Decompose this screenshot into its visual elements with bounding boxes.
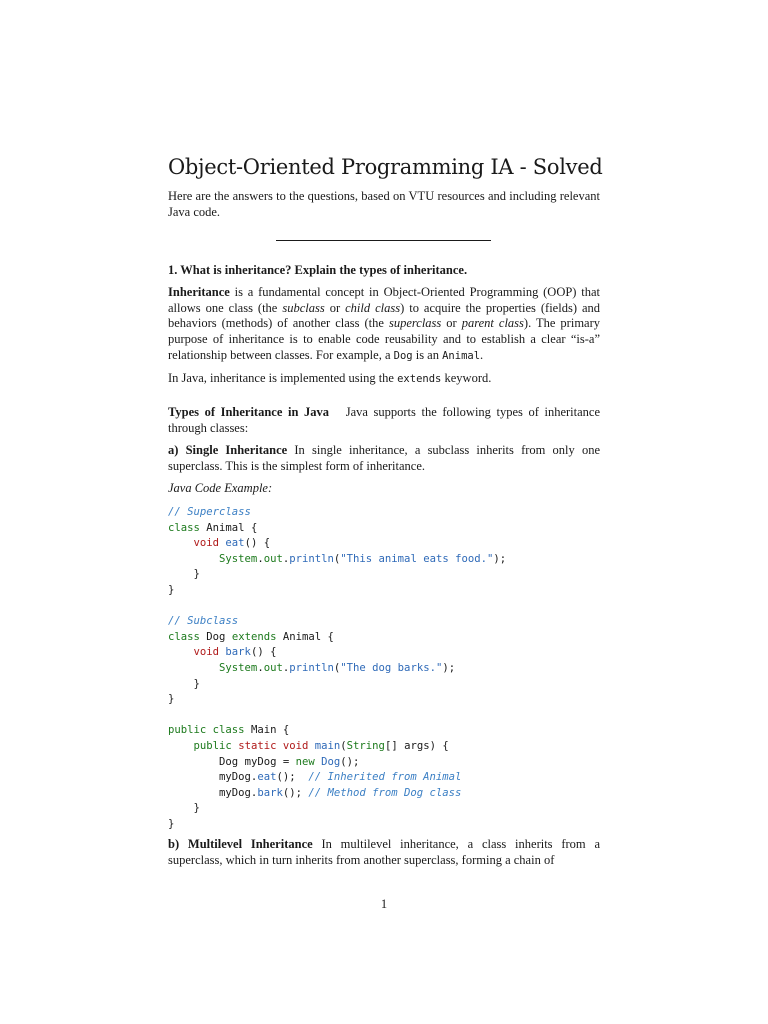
- code-type: String: [346, 739, 385, 752]
- code-method-name: eat: [257, 771, 277, 784]
- superclass-term: superclass: [388, 316, 442, 331]
- def-text-1: is a fundamental concept in Object-Oriented Programming (OOP) that allows one class (the: [168, 285, 600, 315]
- code-comment: // Inherited from Animal: [308, 771, 462, 784]
- code-type: void: [282, 739, 309, 752]
- java-code-example-label: [168, 481, 600, 497]
- code-keyword: class: [168, 630, 200, 643]
- inheritance-definition-paragraph: [168, 285, 600, 365]
- single-inheritance-label: a) Single Inheritance: [168, 443, 288, 457]
- child-class-term: child class: [345, 300, 401, 315]
- code-string: "The dog barks.": [340, 661, 443, 674]
- types-heading: Types of Inheritance in Java: [168, 405, 329, 419]
- multilevel-inheritance-paragraph: [168, 837, 600, 868]
- code-comment: // Superclass: [168, 506, 251, 518]
- code-method-name: bark: [257, 786, 283, 799]
- animal-inline-code: Animal: [442, 349, 481, 362]
- def-text-7: .: [480, 347, 484, 362]
- code-keyword: new: [295, 755, 315, 768]
- code-class-name: Animal: [206, 521, 245, 534]
- types-paragraph: [168, 405, 600, 436]
- code-keyword: public: [168, 724, 207, 737]
- code-class-name: Dog: [321, 755, 341, 768]
- code-class-name: Main: [250, 724, 277, 737]
- code-system: System: [219, 552, 258, 565]
- code-variable: myDog: [244, 755, 277, 768]
- def-text-4: or: [441, 316, 462, 331]
- code-keyword: static: [238, 739, 277, 752]
- def-text-2: or: [324, 300, 346, 315]
- code-comment: // Method from Dog class: [308, 786, 462, 799]
- extends-keyword-paragraph: [168, 371, 600, 388]
- code-variable: myDog: [219, 771, 251, 784]
- example-label-text: Java Code Example:: [168, 481, 273, 495]
- code-println: println: [289, 661, 334, 674]
- extends-inline-code: extends: [397, 373, 442, 385]
- code-class-name: Animal: [282, 630, 322, 643]
- code-out: out: [263, 661, 283, 674]
- code-comment: // Subclass: [168, 615, 239, 628]
- code-keyword: class: [212, 724, 245, 737]
- parent-class-term: parent class: [461, 316, 524, 331]
- types-text: Java supports the following types of inheritance through classes:: [168, 405, 600, 435]
- code-keyword: class: [168, 521, 200, 534]
- subclass-term: subclass: [282, 300, 325, 315]
- def-text-3: ) to acquire the properties (fields) and behaviors (methods) of another class (the: [168, 300, 601, 331]
- multilevel-inheritance-text: In multilevel inheritance, a class inherits from a superclass, which in turn inherits from another superclass, forming a chain of: [168, 837, 600, 867]
- code-type: void: [193, 537, 220, 550]
- single-inheritance-text: In single inheritance, a subclass inherits from only one superclass. This is the simplest form of inheritance.: [168, 443, 600, 473]
- dog-inline-code: Dog: [393, 349, 413, 362]
- extends-text-1: In Java, inheritance is implemented using the: [168, 371, 398, 385]
- horizontal-rule: [276, 240, 491, 241]
- intro-paragraph: Here are the answers to the questions, based on VTU resources and including relevant Java code.: [168, 189, 600, 219]
- single-inheritance-paragraph: [168, 443, 600, 474]
- code-keyword: public: [193, 739, 232, 752]
- multilevel-inheritance-label: b) Multilevel Inheritance: [168, 837, 313, 851]
- code-out: out: [263, 552, 283, 565]
- code-class-name: Dog: [206, 630, 226, 643]
- code-class-name: Dog: [219, 755, 239, 768]
- page-number: 1: [380, 897, 388, 911]
- def-text-6: is an: [412, 347, 443, 362]
- page-title: Object-Oriented Programming IA - Solved: [168, 155, 603, 179]
- question-1-heading: 1. What is inheritance? Explain the types of inheritance.: [168, 263, 468, 277]
- code-type: void: [193, 646, 220, 659]
- inheritance-term: Inheritance: [168, 285, 230, 299]
- code-system: System: [219, 661, 258, 674]
- code-string: "This animal eats food.": [340, 552, 494, 565]
- code-keyword: extends: [231, 630, 277, 643]
- extends-text-2: keyword.: [441, 371, 492, 385]
- code-variable: myDog: [219, 786, 251, 799]
- code-println: println: [289, 552, 334, 565]
- code-method-name: main: [314, 739, 341, 752]
- java-code-block: // Superclass class Animal { void eat() { System.out.println("This animal eats food."); } } // Subclass class Dog extends Animal { void bark() { System.out.println("The dog barks."); } } public class Main { public static void main(String[] args) { Dog myDog = new Dog(); myDog.eat(); // Inherited from Animal myDog.bark(); // Method from Dog class } }: [168, 506, 507, 830]
- code-method-name: eat: [225, 537, 245, 550]
- code-variable: args: [404, 739, 430, 752]
- code-method-name: bark: [225, 646, 251, 659]
- def-text-5: ). The primary purpose of inheritance is to enable code reusability and to establish a clear “is-a” relationship between classes. For example, a: [168, 316, 601, 362]
